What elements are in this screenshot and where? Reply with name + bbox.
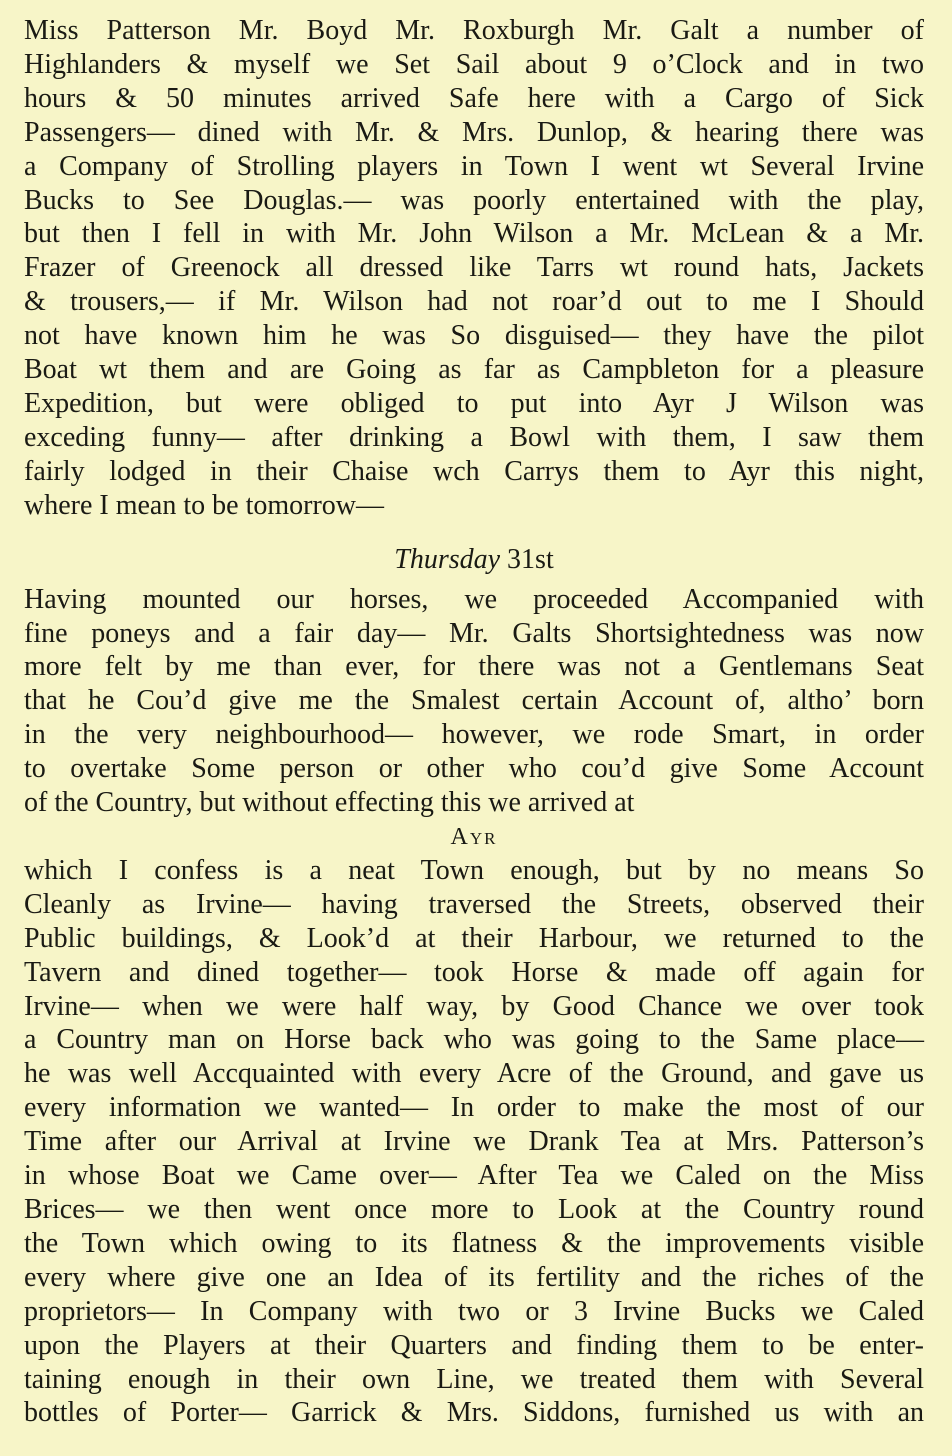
text-line: Brices— we then went once more to Look at the Country round <box>24 1194 924 1225</box>
place-heading: Ayr <box>450 823 498 850</box>
text-line: Irvine— when we were half way, by Good Chance we over took <box>24 990 924 1022</box>
paragraph-2 <box>24 583 924 820</box>
text-line: upon the Players at their Quarters and finding them to be enter- <box>24 1329 924 1361</box>
text-line: every information we wanted— In order to make the most of our <box>24 1092 924 1124</box>
text-line: exceding funny— after drinking a Bowl with them, I saw them <box>24 421 924 453</box>
text-line: fine poneys and a fair day— Mr. Galts Shortsightedness was now <box>24 617 924 649</box>
heading-date: 31st <box>507 543 554 575</box>
text-line: fairly lodged in their Chaise wch Carrys them to Ayr this night, <box>24 455 924 487</box>
text-line: Time after our Arrival at Irvine we Drank Tea at Mrs. Patterson’s <box>24 1126 924 1158</box>
text-line: Miss Patterson Mr. Boyd Mr. Roxburgh Mr. Galt a number of <box>24 15 924 46</box>
text-line: in whose Boat we Came over— After Tea we Caled on the Miss <box>24 1160 924 1192</box>
paragraph-1 <box>24 14 924 523</box>
text-line: Cleanly as Irvine— having traversed the Streets, observed their <box>24 888 924 920</box>
text-line: Frazer of Greenock all dressed like Tarrs wt round hats, Jackets <box>24 252 924 284</box>
heading-day: Thursday <box>394 543 501 575</box>
text-line: a Company of Strolling players in Town I went wt Several Irvine <box>24 150 924 182</box>
text-line: a Country man on Horse back who was going to the Same place— <box>24 1024 924 1056</box>
text-line: in the very neighbourhood— however, we rode Smart, in order <box>24 719 924 751</box>
text-line: hours & 50 minutes arrived Safe here with a Cargo of Sick <box>24 82 924 114</box>
text-line: of the Country, but without effecting this we arrived at <box>24 787 635 819</box>
text-line: to overtake Some person or other who cou’d give Some Account <box>24 753 924 785</box>
text-line: Bucks to See Douglas.— was poorly entertained with the play, <box>24 184 924 216</box>
text-line: more felt by me than ever, for there was not a Gentlemans Seat <box>24 651 924 683</box>
text-line: taining enough in their own Line, we treated them with Several <box>24 1363 924 1395</box>
text-line: Highlanders & myself we Set Sail about 9 o’Clock and in two <box>24 48 924 80</box>
text-line: that he Cou’d give me the Smalest certain Account of, altho’ born <box>24 685 924 717</box>
text-line: not have known him he was So disguised— they have the pilot <box>24 320 924 352</box>
text-line: Expedition, but were obliged to put into Ayr J Wilson was <box>24 387 924 419</box>
text-line: & trousers,— if Mr. Wilson had not roar’d out to me I Should <box>24 286 924 318</box>
text-line: where I mean to be tomorrow— <box>24 489 384 521</box>
text-line: Tavern and dined together— took Horse & made off again for <box>24 956 924 988</box>
text-line: proprietors— In Company with two or 3 Irvine Bucks we Caled <box>24 1295 924 1327</box>
text-line: he was well Accquainted with every Acre of the Ground, and gave us <box>24 1058 924 1090</box>
text-line: the Town which owing to its flatness & the improvements visible <box>24 1227 924 1259</box>
date-heading <box>24 543 924 577</box>
text-line: Boat wt them and are Going as far as Campbleton for a pleasure <box>24 354 924 386</box>
text-line: Passengers— dined with Mr. & Mrs. Dunlop, & hearing there was <box>24 116 924 148</box>
text-line: Public buildings, & Look’d at their Harbour, we returned to the <box>24 922 924 954</box>
text-line: bottles of Porter— Garrick & Mrs. Siddons, furnished us with an <box>24 1397 924 1429</box>
paragraph-3 <box>24 854 924 1430</box>
text-line: Having mounted our horses, we proceeded Accompanied with <box>24 583 924 615</box>
text-line: every where give one an Idea of its fertility and the riches of the <box>24 1261 924 1293</box>
text-line: which I confess is a neat Town enough, but by no means So <box>24 854 924 886</box>
text-line: but then I fell in with Mr. John Wilson a Mr. McLean & a Mr. <box>24 218 924 250</box>
